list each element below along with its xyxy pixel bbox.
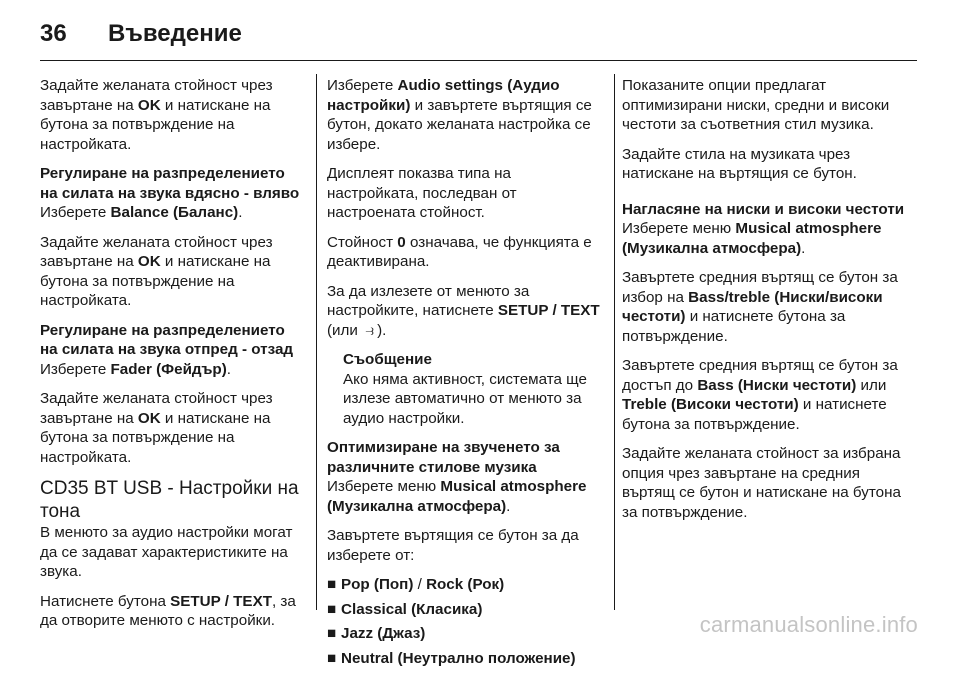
- bullet-icon: ■: [327, 625, 337, 642]
- paragraph: Показаните опции предлагат оптимизирани ниски, средни и високи честоти за съответния стил музика.: [622, 77, 890, 133]
- paragraph: Задайте желаната стойност чрез завъртане на OK и натискане на бутона за потвърждение на настройката.: [40, 233, 273, 309]
- paragraph: Изберете меню Musical atmosphere (Музикална атмосфера).: [622, 220, 882, 257]
- column-2: [327, 76, 605, 673]
- section-heading: Нагласяне на ниски и високи честоти: [622, 200, 905, 218]
- column-3: [622, 76, 907, 532]
- paragraph: Изберете Audio settings (Аудио настройки) и завъртете въртящия се бутон, докато желаната настройка се избере.: [327, 77, 592, 153]
- paragraph: Изберете Fader (Фейдър).: [40, 360, 231, 378]
- paragraph: Задайте стила на музиката чрез натискане на въртящия се бутон.: [622, 145, 857, 182]
- note-box: [327, 350, 605, 428]
- note-title: Съобщение: [343, 351, 432, 368]
- section-heading: Регулиране на разпределението на силата на звука вдясно - вляво: [40, 165, 300, 202]
- paragraph: Завъртете средния въртящ се бутон за избор на Bass/treble (Ниски/високи честоти) и натиснете бутона за потвърждение.: [622, 269, 898, 345]
- watermark: carmanualsonline.info: [699, 612, 918, 637]
- list-item: ■ Classical (Класика): [327, 600, 483, 618]
- back-arrow-icon: ⥽: [365, 321, 374, 339]
- list-item: ■ Jazz (Джаз): [327, 625, 426, 642]
- paragraph: За да излезете от менюто за настройките, натиснете SETUP / TEXT (или ⥽ ).: [327, 282, 600, 339]
- paragraph: Задайте желаната стойност чрез завъртане на OK и натискане на бутона за потвърждение на настройката.: [40, 390, 273, 466]
- options-list: [327, 575, 605, 668]
- column-divider: [614, 74, 615, 610]
- bullet-icon: ■: [327, 576, 337, 593]
- paragraph: Завъртете средния въртящ се бутон за достъп до Bass (Ниски честоти) или Treble (Високи честоти) и натиснете бутона за потвърждение.: [622, 357, 898, 433]
- list-item: ■ Pop (Поп) / Rock (Рок): [327, 576, 505, 593]
- section-heading: Регулиране на разпределението на силата на звука отпред - отзад: [40, 321, 294, 358]
- paragraph: Изберете Balance (Баланс).: [40, 204, 243, 221]
- paragraph: В менюто за аудио настройки могат да се задават характеристиките на звука.: [40, 524, 293, 580]
- paragraph: Дисплеят показва типа на настройката, последван от настроената стойност.: [327, 165, 517, 221]
- page-header: [40, 14, 242, 54]
- chapter-title: Въведение: [108, 20, 242, 47]
- paragraph: Натиснете бутона SETUP / TEXT, за да отворите менюто с настройки.: [40, 592, 296, 629]
- paragraph: Задайте желаната стойност чрез завъртане на OK и натискане на бутона за потвърждение на настройката.: [40, 77, 273, 153]
- note-text: Ако няма активност, системата ще излезе автоматично от менюто за аудио настройки.: [343, 370, 587, 427]
- paragraph: Стойност 0 означава, че функцията е деактивирана.: [327, 233, 592, 270]
- bullet-icon: ■: [327, 649, 337, 667]
- section-title: CD35 BT USB - Настройки на тона: [40, 478, 299, 522]
- paragraph: Изберете меню Musical atmosphere (Музикална атмосфера).: [327, 478, 587, 515]
- header-rule: [40, 60, 917, 61]
- section-heading: Оптимизиране на звученето за различните стилове музика: [327, 439, 560, 476]
- paragraph: Завъртете въртящия се бутон за да изберете от:: [327, 527, 579, 564]
- page-number: 36: [40, 20, 67, 47]
- paragraph: Задайте желаната стойност за избрана опция чрез завъртане на средния въртящ се бутон и натискане на бутона за потвърждение.: [622, 445, 901, 521]
- column-divider: [316, 74, 317, 610]
- bullet-icon: ■: [327, 600, 337, 618]
- column-1: [40, 76, 306, 641]
- list-item: ■ Neutral (Неутрално положение): [327, 649, 576, 667]
